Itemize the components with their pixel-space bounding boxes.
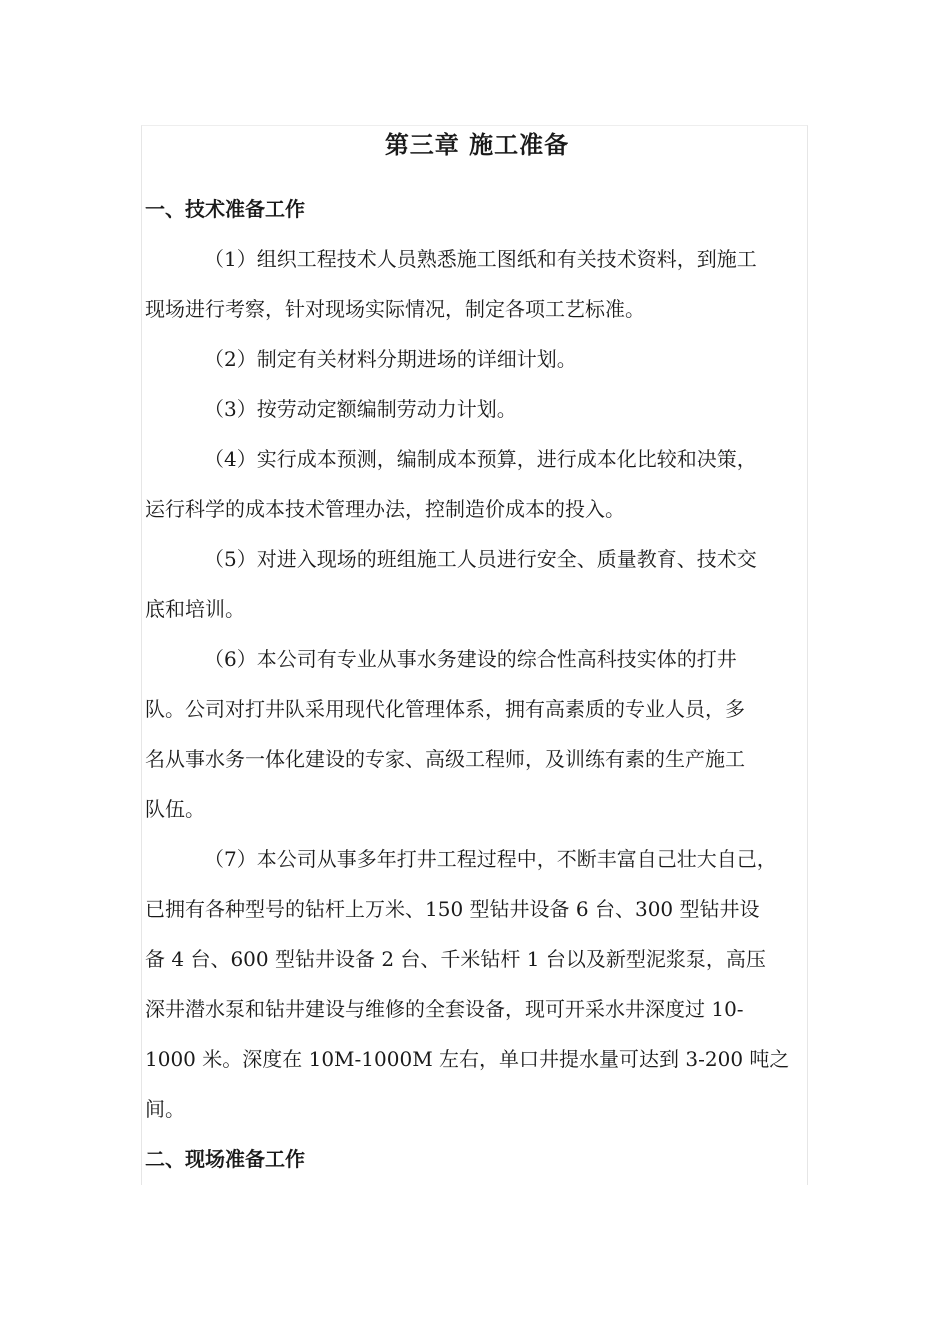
- paragraph-item-7: [145, 834, 809, 1134]
- paragraph-line: （1）组织工程技术人员熟悉施工图纸和有关技术资料，到施工: [204, 247, 757, 271]
- paragraph-line: （6）本公司有专业从事水务建设的综合性高科技实体的打井: [204, 647, 737, 671]
- paragraph-line: 已拥有各种型号的钻杆上万米、150 型钻井设备 6 台、300 型钻井设: [145, 897, 760, 921]
- paragraph-line: （2）制定有关材料分期进场的详细计划。: [204, 347, 577, 371]
- paragraph-line: 深井潜水泵和钻井建设与维修的全套设备，现可开采水井深度过 10-: [145, 997, 744, 1021]
- section-heading-technical: 一、技术准备工作: [145, 197, 305, 221]
- paragraph-line: 备 4 台、600 型钻井设备 2 台、千米钻杆 1 台以及新型泥浆泵，高压: [145, 947, 766, 971]
- paragraph-line: 底和培训。: [145, 597, 245, 621]
- paragraph-item-3: [145, 384, 809, 434]
- paragraph-line: （5）对进入现场的班组施工人员进行安全、质量教育、技术交: [204, 547, 757, 571]
- paragraph-line: 队伍。: [145, 797, 205, 821]
- chapter-title: 第三章 施工准备: [384, 130, 570, 159]
- paragraph-line: （3）按劳动定额编制劳动力计划。: [204, 397, 517, 421]
- paragraph-item-6: [145, 634, 809, 834]
- paragraph-line: 现场进行考察，针对现场实际情况，制定各项工艺标准。: [145, 297, 645, 321]
- section-heading-site: 二、现场准备工作: [145, 1147, 305, 1171]
- paragraph-item-1: [145, 234, 809, 334]
- paragraph-line: 队。公司对打井队采用现代化管理体系，拥有高素质的专业人员，多: [145, 697, 745, 721]
- paragraph-line: 间。: [145, 1097, 185, 1121]
- document-body: [145, 120, 809, 1184]
- paragraph-item-2: [145, 334, 809, 384]
- paragraph-item-5: [145, 534, 809, 634]
- paragraph-item-4: [145, 434, 809, 534]
- paragraph-line: 运行科学的成本技术管理办法，控制造价成本的投入。: [145, 497, 625, 521]
- paragraph-line: 1000 米。深度在 10M-1000M 左右，单口井提水量可达到 3-200 吨之: [145, 1047, 790, 1071]
- paragraph-line: （7）本公司从事多年打井工程过程中，不断丰富自己壮大自己，: [204, 847, 777, 871]
- paragraph-line: （4）实行成本预测，编制成本预算，进行成本化比较和决策，: [204, 447, 757, 471]
- paragraph-line: 名从事水务一体化建设的专家、高级工程师，及训练有素的生产施工: [145, 747, 745, 771]
